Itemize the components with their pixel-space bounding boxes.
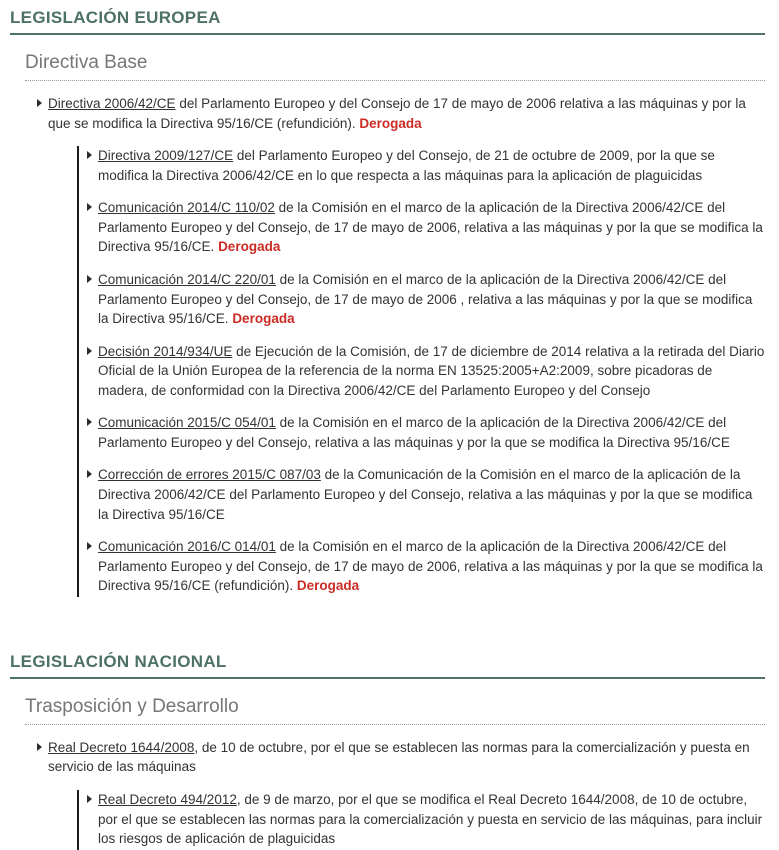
list-item bbox=[87, 146, 765, 185]
triangle-bullet-icon bbox=[87, 203, 92, 211]
list-item bbox=[37, 94, 765, 597]
derogada-badge: Derogada bbox=[232, 311, 295, 327]
document-link[interactable]: Directiva 2006/42/CE bbox=[48, 96, 176, 111]
list-item bbox=[87, 413, 765, 452]
derogada-badge: Derogada bbox=[296, 578, 360, 594]
subsection-title: Directiva Base bbox=[25, 52, 765, 81]
document-link[interactable]: Corrección de errores 2015/C 087/03 bbox=[98, 467, 321, 483]
derogada-badge: Derogada bbox=[218, 239, 281, 255]
legislation-section bbox=[0, 652, 779, 850]
triangle-bullet-icon bbox=[87, 151, 92, 159]
document-link[interactable]: Real Decreto 494/2012 bbox=[98, 791, 237, 807]
list-item bbox=[87, 537, 765, 596]
list-item bbox=[87, 790, 765, 849]
triangle-bullet-icon bbox=[87, 418, 92, 426]
triangle-bullet-icon bbox=[37, 99, 42, 107]
section-title: LEGISLACIÓN EUROPEA bbox=[10, 8, 765, 35]
list-item bbox=[87, 270, 765, 329]
triangle-bullet-icon bbox=[87, 275, 92, 283]
item-description: de la Comisión en el marco de la aplicación de la Directiva 2006/42/CE del Parlamento Europeo y del Consejo, relativa a las máquinas y por la que se modifica la Directiva 95/16/CE bbox=[98, 415, 730, 450]
document-link[interactable]: Comunicación 2014/C 110/02 bbox=[98, 200, 275, 216]
item-description: de la Comisión en el marco de la aplicación de la Directiva 2006/42/CE del Parlamento Europeo y del Consejo, de 17 de mayo de 2006 , relativa a las máquinas y por la que se modifica la Directiva 95/16/CE. bbox=[98, 271, 753, 327]
triangle-bullet-icon bbox=[37, 743, 42, 751]
triangle-bullet-icon bbox=[87, 470, 92, 478]
nested-document-list bbox=[77, 790, 765, 850]
document-list bbox=[37, 738, 765, 850]
nested-document-list bbox=[77, 146, 765, 597]
triangle-bullet-icon bbox=[87, 347, 92, 355]
subsection-title: Trasposición y Desarrollo bbox=[25, 696, 765, 725]
document-link[interactable]: Directiva 2009/127/CE bbox=[98, 148, 234, 164]
item-description: , de 9 de marzo, por el que se modifica el Real Decreto 1644/2008, de 10 de octubre, por el que se establecen las normas para la comercialización y puesta en servicio de las máquinas, para incluir los riesgos de aplicación de plaguicidas bbox=[98, 791, 763, 847]
document-link[interactable]: Comunicación 2016/C 014/01 bbox=[98, 539, 276, 555]
derogada-badge: Derogada bbox=[359, 115, 422, 131]
triangle-bullet-icon bbox=[87, 542, 92, 550]
item-description: de la Comunicación de la Comisión en el marco de la aplicación de la Directiva 2006/42/CE del Parlamento Europeo y del Consejo, relativa a las máquinas y por la que se modifica la Directiva 95/16/CE bbox=[98, 467, 753, 522]
legislation-section bbox=[0, 8, 779, 597]
item-description: de Ejecución de la Comisión, de 17 de diciembre de 2014 relativa a la retirada del Diario Oficial de la Unión Europea de la referencia de la norma EN 13525:2005+A2:2009, sobre picadoras de madera, de conformidad con la Directiva 2006/42/CE del Parlamento Europeo y del Consejo bbox=[98, 343, 765, 398]
document-link[interactable]: Comunicación 2015/C 054/01 bbox=[98, 415, 276, 431]
list-item bbox=[37, 738, 765, 850]
triangle-bullet-icon bbox=[87, 795, 92, 803]
document-link[interactable]: Real Decreto 1644/2008 bbox=[48, 739, 195, 755]
list-item bbox=[87, 198, 765, 257]
section-title: LEGISLACIÓN NACIONAL bbox=[10, 652, 765, 679]
item-description: , de 10 de octubre, por el que se establecen las normas para la comercialización y puesta en servicio de las máquinas bbox=[48, 739, 750, 775]
item-description: de la Comisión en el marco de la aplicación de la Directiva 2006/42/CE del Parlamento Europeo y del Consejo, de 17 de mayo de 2006, relativa a las máquinas y por la que se modifica la Directiva 95/16/CE (refundición). bbox=[98, 539, 763, 594]
document-link[interactable]: Decisión 2014/934/UE bbox=[98, 343, 233, 359]
document-link[interactable]: Comunicación 2014/C 220/01 bbox=[98, 271, 276, 287]
list-item bbox=[87, 465, 765, 524]
item-description: del Parlamento Europeo y del Consejo, de 21 de octubre de 2009, por la que se modifica la Directiva 2006/42/CE en lo que respecta a las máquinas para la aplicación de plaguicidas bbox=[98, 148, 715, 183]
list-item bbox=[87, 342, 765, 401]
item-description: de la Comisión en el marco de la aplicación de la Directiva 2006/42/CE del Parlamento Europeo y del Consejo, de 17 de mayo de 2006, relativa a las máquinas y por la que se modifica la Directiva 95/16/CE. bbox=[98, 200, 763, 255]
item-description: del Parlamento Europeo y del Consejo de 17 de mayo de 2006 relativa a las máquinas y por la que se modifica la Directiva 95/16/CE (refundición). bbox=[48, 96, 746, 131]
document-list bbox=[37, 94, 765, 597]
